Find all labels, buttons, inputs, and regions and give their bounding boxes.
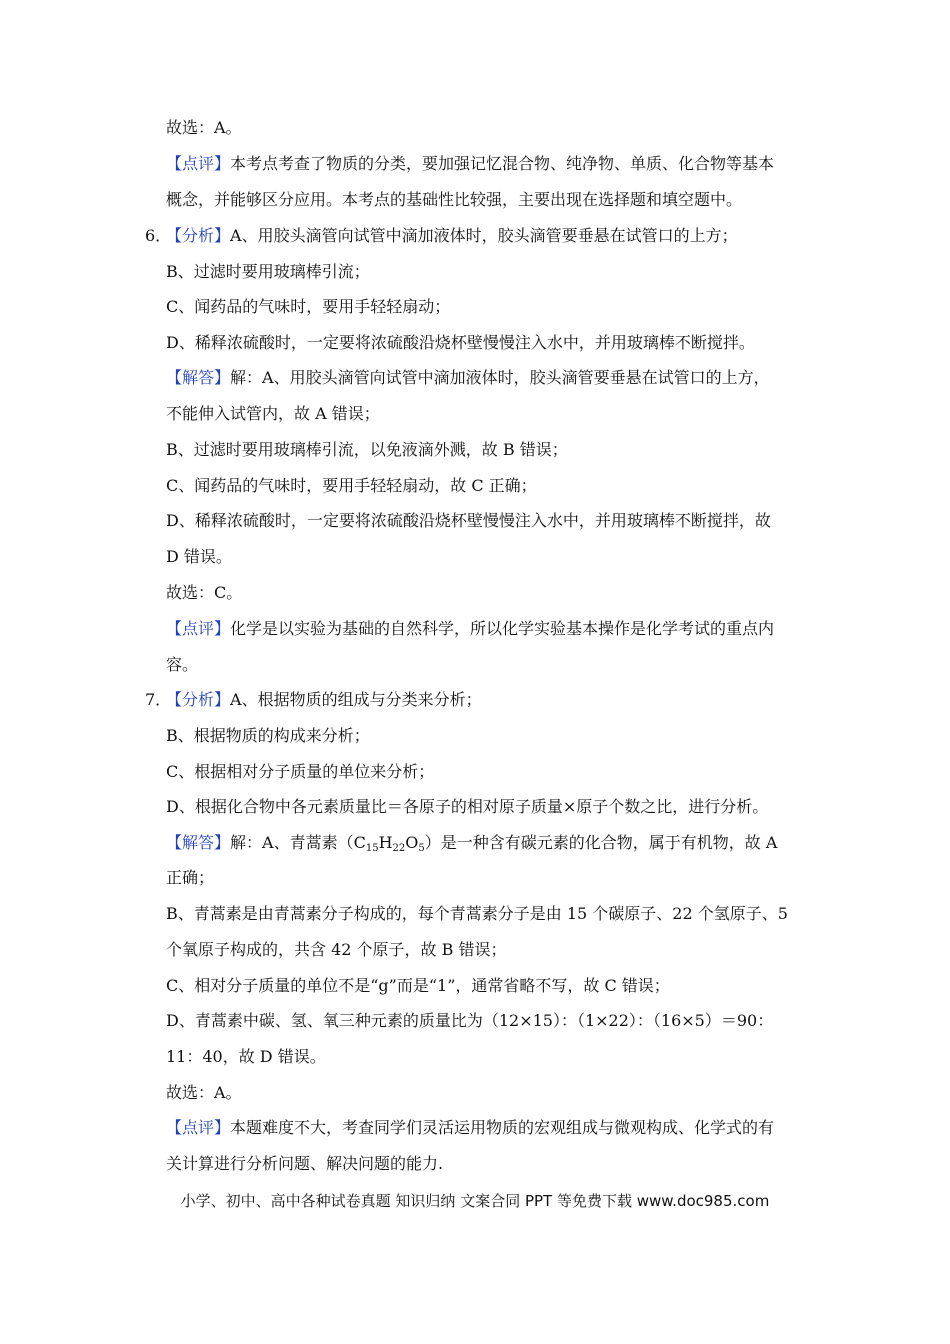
comment-line: 【点评】本题难度不大，考查同学们灵活运用物质的宏观组成与微观构成、化学式的有 — [166, 1118, 775, 1137]
answer-line: 故选：A。 — [166, 118, 242, 137]
solution-line: D 错误。 — [166, 547, 232, 566]
solution-line: B、过滤时要用玻璃棒引流，以免液滴外溅，故 B 错误； — [166, 440, 568, 459]
comment-line: 关计算进行分析问题、解决问题的能力. — [166, 1154, 444, 1173]
solution-line: D、青蒿素中碳、氢、氧三种元素的质量比为（12×15）：（1×22）：（16×5）＝90： — [166, 1011, 774, 1030]
comment-line: 【点评】本考点考查了物质的分类，要加强记忆混合物、纯净物、单质、化合物等基本 — [166, 154, 775, 173]
solution-tag: 【解答】 — [166, 833, 231, 852]
solution-line: 【解答】解：A、用胶头滴管向试管中滴加液体时，胶头滴管要垂悬在试管口的上方， — [166, 368, 770, 387]
analysis-line: D、根据化合物中各元素质量比＝各原子的相对原子质量×原子个数之比，进行分析。 — [166, 797, 769, 816]
analysis-tag: 【分析】 — [166, 226, 231, 245]
question-6-analysis: 6．【分析】A、用胶头滴管向试管中滴加液体时，胶头滴管要垂悬在试管口的上方； — [145, 226, 738, 245]
question-number: 6． — [145, 226, 172, 245]
comment-tag: 【点评】 — [166, 1118, 231, 1137]
solution-tag: 【解答】 — [166, 368, 231, 387]
analysis-line: C、根据相对分子质量的单位来分析； — [166, 762, 435, 781]
analysis-line: B、过滤时要用玻璃棒引流； — [166, 262, 370, 281]
solution-line: 个氧原子构成的，共含 42 个原子，故 B 错误； — [166, 940, 507, 959]
answer-line: 故选：A。 — [166, 1083, 242, 1102]
comment-tag: 【点评】 — [166, 619, 231, 638]
solution-line: 不能伸入试管内，故 A 错误； — [166, 404, 380, 423]
solution-line: 正确； — [166, 868, 215, 887]
question-number: 7． — [145, 690, 172, 709]
comment-tag: 【点评】 — [166, 154, 231, 173]
analysis-line: D、稀释浓硫酸时，一定要将浓硫酸沿烧杯壁慢慢注入水中，并用玻璃棒不断搅拌。 — [166, 333, 755, 352]
solution-line: 【解答】解：A、青蒿素$(C_{15}H_{22}O_5)$是一种含有碳元素的化合物，属于有机物，故 A — [166, 833, 778, 854]
solution-line: D、稀释浓硫酸时，一定要将浓硫酸沿烧杯壁慢慢注入水中，并用玻璃棒不断搅拌，故 — [166, 511, 771, 530]
solution-line: C、相对分子质量的单位不是“g”而是“1”，通常省略不写，故 C 错误； — [166, 976, 670, 995]
comment-line: 【点评】化学是以实验为基础的自然科学，所以化学实验基本操作是化学考试的重点内 — [166, 619, 775, 638]
solution-line: B、青蒿素是由青蒿素分子构成的，每个青蒿素分子是由 15 个碳原子、22 个氢原子、5 — [166, 904, 788, 923]
footer-link[interactable]: 小学、初中、高中各种试卷真题 知识归纳 文案合同 PPT 等免费下载 www.doc985.com — [180, 1192, 770, 1210]
analysis-tag: 【分析】 — [166, 690, 231, 709]
analysis-line: B、根据物质的构成来分析； — [166, 726, 370, 745]
question-7-analysis: 7．【分析】A、根据物质的组成与分类来分析； — [145, 690, 482, 709]
comment-line: 概念，并能够区分应用。本考点的基础性比较强，主要出现在选择题和填空题中。 — [166, 190, 743, 209]
solution-line: C、闻药品的气味时，要用手轻轻扇动，故 C 正确； — [166, 476, 537, 495]
solution-line: 11：40，故 D 错误。 — [166, 1047, 326, 1066]
analysis-line: C、闻药品的气味时，要用手轻轻扇动； — [166, 297, 451, 316]
comment-line: 容。 — [166, 655, 199, 674]
answer-line: 故选：C。 — [166, 583, 243, 602]
